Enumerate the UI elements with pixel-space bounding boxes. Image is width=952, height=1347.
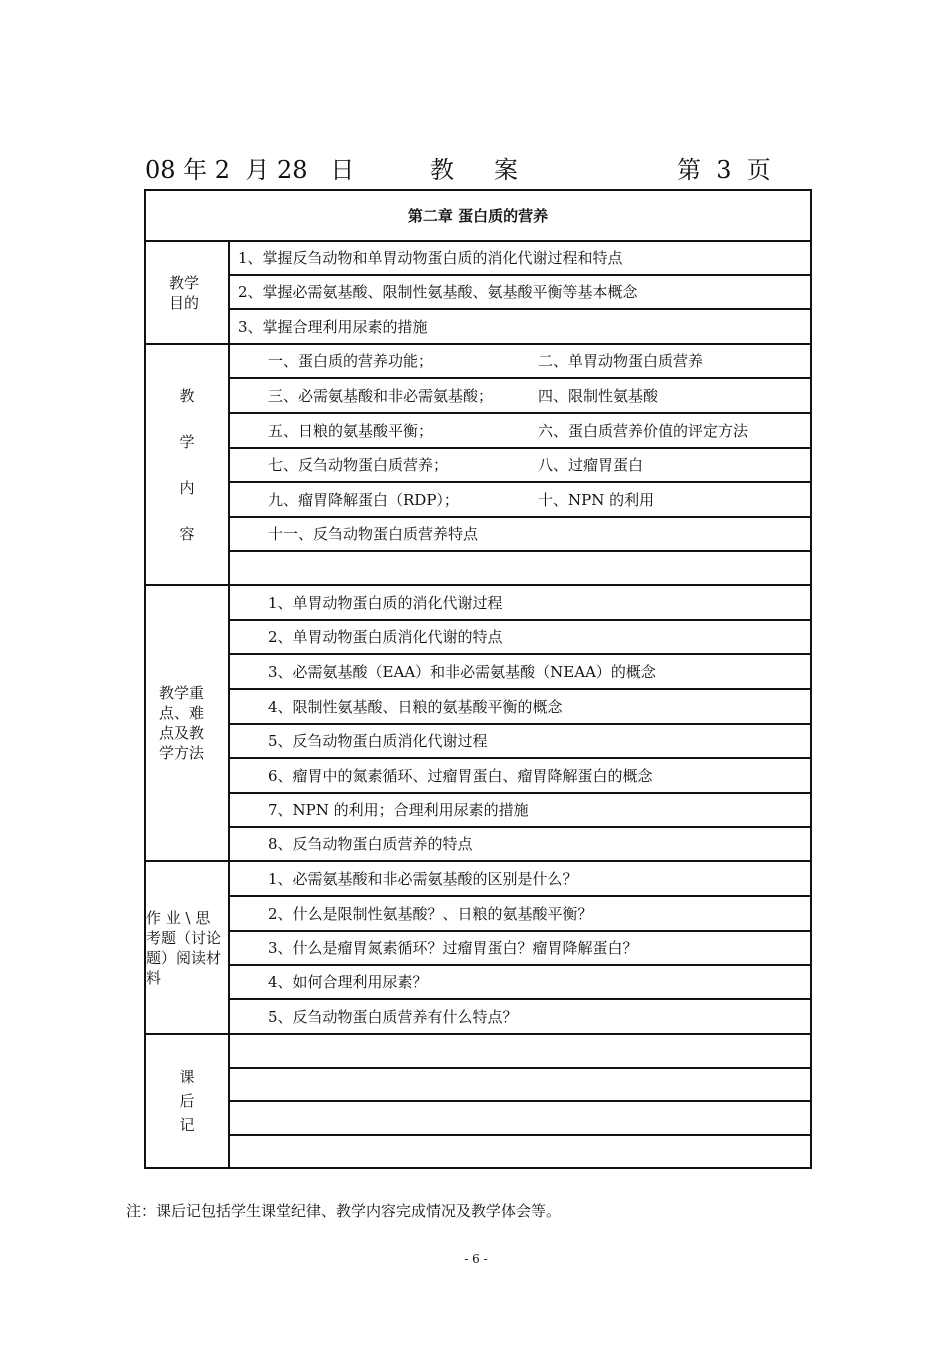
keypoint-row (145, 758, 811, 793)
keypoint-row (145, 689, 811, 724)
objective-row (145, 309, 811, 344)
content-row (145, 517, 811, 551)
content-item: 五、日粮的氨基酸平衡； 六、蛋白质营养价值的评定方法 (229, 413, 811, 448)
notes-row (145, 1135, 811, 1168)
notes-label: 课 后 记 (145, 1034, 229, 1168)
notes-row (145, 1034, 811, 1068)
content-item: 一、蛋白质的营养功能； 二、单胃动物蛋白质营养 (229, 344, 811, 378)
keypoint-row (145, 793, 811, 827)
homework-item: 1、必需氨基酸和非必需氨基酸的区别是什么？ (229, 861, 811, 896)
keypoint-item: 2、单胃动物蛋白质消化代谢的特点 (229, 620, 811, 654)
objective-item: 2、掌握必需氨基酸、限制性氨基酸、氨基酸平衡等基本概念 (229, 275, 811, 309)
homework-row (145, 861, 811, 896)
homework-item: 5、反刍动物蛋白质营养有什么特点？ (229, 999, 811, 1034)
content-row-empty (145, 551, 811, 585)
homework-item: 4、如何合理利用尿素？ (229, 965, 811, 999)
keypoint-item: 1、单胃动物蛋白质的消化代谢过程 (229, 585, 811, 620)
homework-row (145, 896, 811, 931)
content-item: 九、瘤胃降解蛋白（RDP）； 十、NPN 的利用 (229, 482, 811, 517)
notes-empty-cell (229, 1068, 811, 1101)
homework-label: 作 业 \ 思 考题（讨论 题）阅读材 料 (145, 861, 229, 1034)
keypoint-item: 6、瘤胃中的氮素循环、过瘤胃蛋白、瘤胃降解蛋白的概念 (229, 758, 811, 793)
keypoints-label: 教学重 点、难 点及教 学方法 (145, 585, 229, 861)
keypoint-item: 7、NPN 的利用；合理利用尿素的措施 (229, 793, 811, 827)
content-row (145, 482, 811, 517)
keypoint-row (145, 620, 811, 654)
objective-item: 1、掌握反刍动物和单胃动物蛋白质的消化代谢过程和特点 (229, 241, 811, 275)
content-row (145, 344, 811, 378)
notes-row (145, 1101, 811, 1135)
content-row (145, 413, 811, 448)
objectives-label: 教学目的 (145, 241, 229, 344)
content-row (145, 378, 811, 413)
objective-item: 3、掌握合理利用尿素的措施 (229, 309, 811, 344)
header-date: 08 年 2 月 28 日 (145, 156, 355, 184)
keypoint-item: 8、反刍动物蛋白质营养的特点 (229, 827, 811, 861)
notes-empty-cell (229, 1101, 811, 1135)
objective-row (145, 241, 811, 275)
chapter-title: 第二章 蛋白质的营养 (145, 190, 811, 241)
header-title: 教案 (430, 156, 558, 184)
keypoint-row (145, 827, 811, 861)
content-item: 三、必需氨基酸和非必需氨基酸； 四、限制性氨基酸 (229, 378, 811, 413)
homework-item: 3、什么是瘤胃氮素循环？过瘤胃蛋白？瘤胃降解蛋白？ (229, 931, 811, 965)
keypoint-row (145, 724, 811, 758)
objective-row (145, 275, 811, 309)
content-item: 十一、反刍动物蛋白质营养特点 (229, 517, 811, 551)
notes-empty-cell (229, 1135, 811, 1168)
homework-row (145, 999, 811, 1034)
homework-row (145, 931, 811, 965)
homework-row (145, 965, 811, 999)
keypoint-row (145, 585, 811, 620)
page-header (0, 150, 952, 184)
content-row (145, 448, 811, 482)
notes-row (145, 1068, 811, 1101)
footer-note: 注：课后记包括学生课堂纪律、教学内容完成情况及教学体会等。 (126, 1202, 562, 1220)
keypoint-item: 3、必需氨基酸（EAA）和非必需氨基酸（NEAA）的概念 (229, 654, 811, 689)
homework-item: 2、什么是限制性氨基酸？、日粮的氨基酸平衡？ (229, 896, 811, 931)
chapter-title-row (145, 190, 811, 241)
content-label: 教 学 内 容 (145, 344, 229, 585)
content-empty-cell (229, 551, 811, 585)
keypoint-item: 4、限制性氨基酸、日粮的氨基酸平衡的概念 (229, 689, 811, 724)
content-item: 七、反刍动物蛋白质营养； 八、过瘤胃蛋白 (229, 448, 811, 482)
keypoint-item: 5、反刍动物蛋白质消化代谢过程 (229, 724, 811, 758)
page-number: - 6 - (464, 1252, 488, 1266)
header-page: 第 3 页 (677, 156, 771, 184)
lesson-plan-table (144, 189, 812, 1169)
keypoint-row (145, 654, 811, 689)
notes-empty-cell (229, 1034, 811, 1068)
